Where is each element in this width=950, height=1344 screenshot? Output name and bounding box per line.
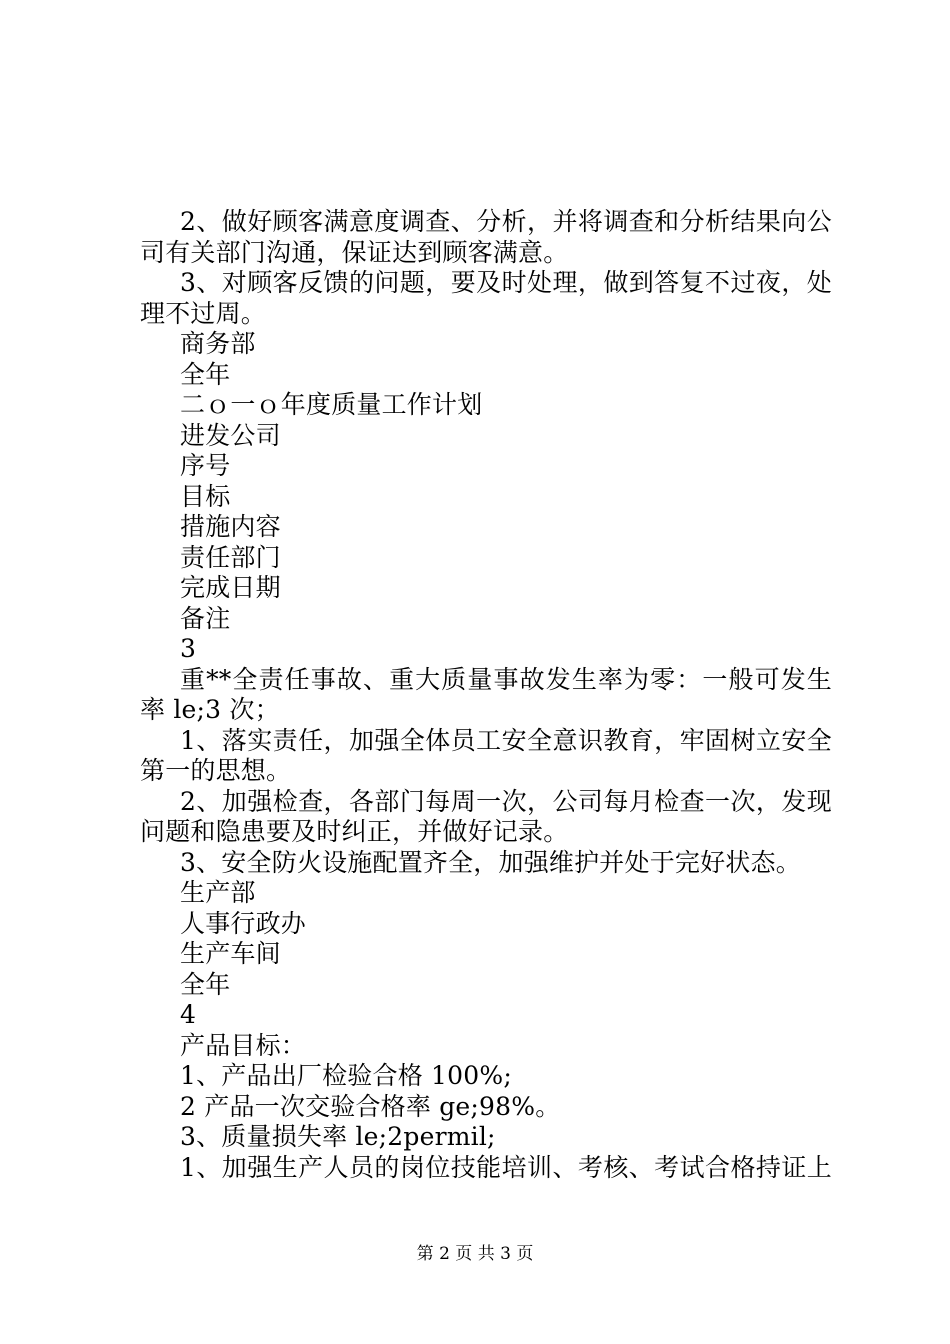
paragraph-line: 产品目标： <box>180 1030 307 1060</box>
paragraph-line: 2、加强检查，各部门每周一次，公司每月检查一次，发现 <box>180 786 832 816</box>
paragraph-line: 3、质量损失率 le;2permil; <box>180 1122 496 1151</box>
paragraph-line: 全年 <box>180 969 231 999</box>
paragraph-line: 目标 <box>180 481 231 511</box>
paragraph-line: 率 le;3 次； <box>140 695 280 724</box>
paragraph-line: 商务部 <box>180 329 256 358</box>
paragraph-line: 措施内容 <box>180 512 281 541</box>
paragraph-line: 进发公司 <box>180 420 281 450</box>
page-number-footer: 第 2 页 共 3 页 <box>416 1244 534 1264</box>
paragraph-line: 生产部 <box>180 878 256 907</box>
paragraph-line: 司有关部门沟通，保证达到顾客满意。 <box>140 237 569 267</box>
paragraph-line: 重**全责任事故、重大质量事故发生率为零：一般可发生 <box>180 664 832 694</box>
paragraph-line: 2、做好顾客满意度调查、分析，并将调查和分析结果向公 <box>180 207 832 236</box>
paragraph-line: 1、产品出厂检验合格 100%; <box>180 1061 512 1090</box>
paragraph-line: 3 <box>180 634 197 663</box>
paragraph-line: 4 <box>180 1000 197 1029</box>
paragraph-line: 2 产品一次交验合格率 ge;98%。 <box>180 1091 561 1121</box>
paragraph-line: 生产车间 <box>180 939 281 968</box>
paragraph-line: 责任部门 <box>180 542 281 572</box>
paragraph-line: 人事行政办 <box>180 908 307 938</box>
paragraph-line: 理不过周。 <box>140 298 267 328</box>
paragraph-line: 第一的思想。 <box>140 756 292 785</box>
paragraph-line: 二ｏ一ｏ年度质量工作计划 <box>180 390 483 419</box>
paragraph-line: 1、加强生产人员的岗位技能培训、考核、考试合格持证上 <box>180 1152 832 1182</box>
paragraph-line: 3、安全防火设施配置齐全，加强维护并处于完好状态。 <box>180 847 801 877</box>
paragraph-line: 1、落实责任，加强全体员工安全意识教育，牢固树立安全 <box>180 725 832 755</box>
paragraph-line: 全年 <box>180 359 231 389</box>
paragraph-line: 问题和隐患要及时纠正，并做好记录。 <box>140 817 569 846</box>
paragraph-line: 完成日期 <box>180 573 281 602</box>
paragraph-line: 序号 <box>180 451 231 480</box>
paragraph-line: 3、对顾客反馈的问题，要及时处理，做到答复不过夜，处 <box>180 268 832 297</box>
paragraph-line: 备注 <box>180 603 231 633</box>
document-body <box>140 207 832 1183</box>
